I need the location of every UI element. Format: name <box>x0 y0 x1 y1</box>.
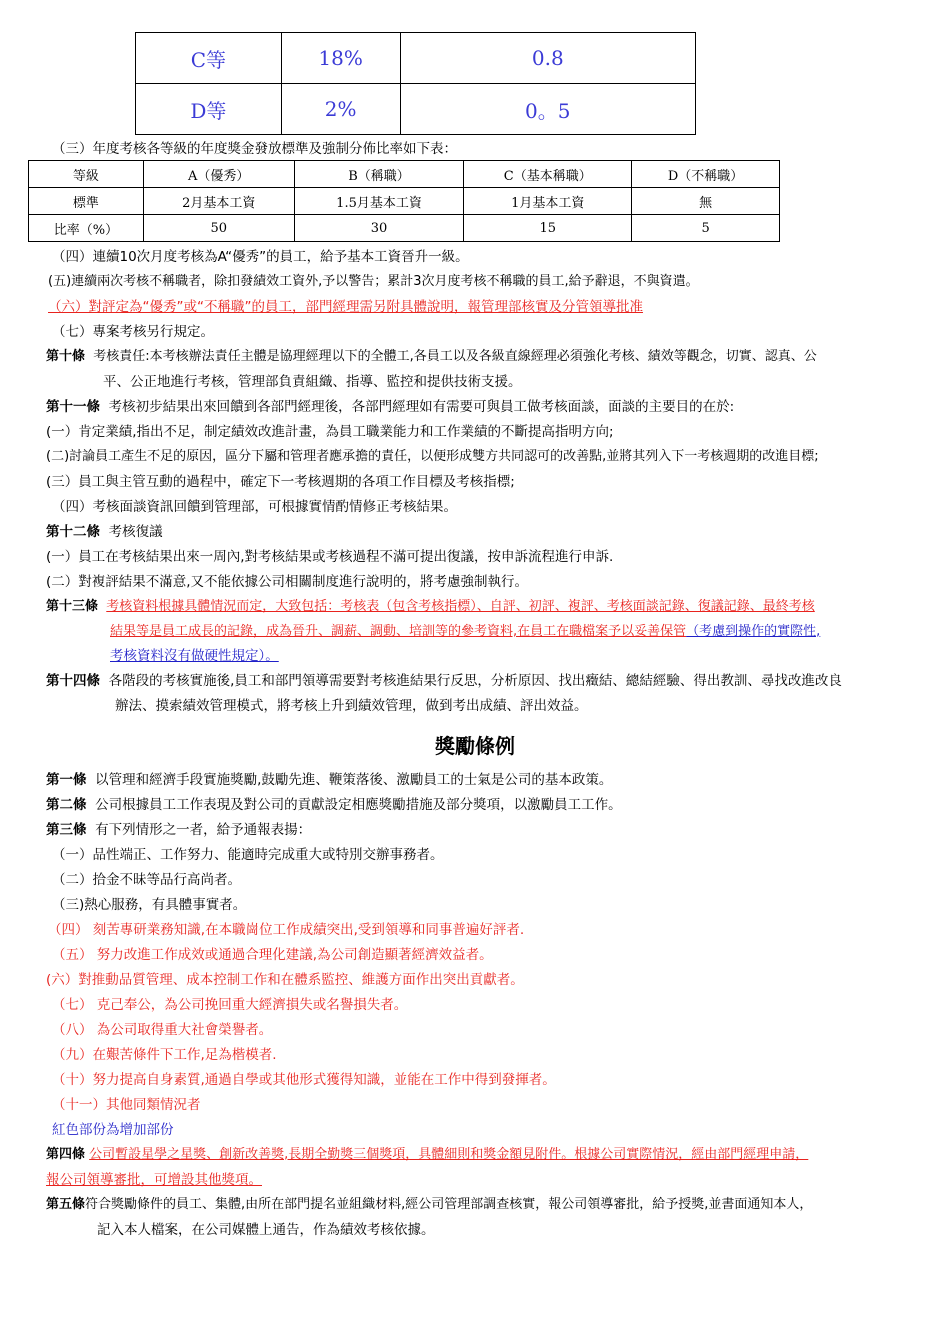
list-item-revised: （十）努力提高自身素質,通過自學或其他形式獲得知識，並能在工作中得到發揮者。 <box>52 1072 556 1088</box>
article-text: 考核責任:本考核辦法責任主體是協理經理以下的全體工,各員工以及各級直線經理必須強化考核、績效等觀念，切實、認真、公 <box>93 349 817 364</box>
paragraph-line-revised: 報公司領導審批，可增設其他獎項。 <box>46 1172 262 1188</box>
table-cell: 無 <box>632 188 780 215</box>
article-text: 有下列情形之一者，給予通報表揚： <box>95 822 312 838</box>
table-header-cell: D（不稱職） <box>632 161 780 188</box>
table-cell: 1月基本工資 <box>464 188 632 215</box>
annual-bonus-table <box>28 160 780 242</box>
list-item-revised: （八） 為公司取得重大社會榮譽者。 <box>52 1022 273 1038</box>
table-row <box>29 215 780 242</box>
article-text: 公司根據員工工作表現及對公司的貢獻設定相應獎勵措施及部分獎項，以激勵員工工作。 <box>95 797 622 813</box>
paragraph-text-revised: 結果等是員工成長的記錄，成為晉升、調薪、調動、培訓等的參考資料,在員工在職檔案予以妥善保管 <box>110 624 687 639</box>
paragraph-line: (五)連續兩次考核不稱職者，除扣發績效工資外,予以警告；累計3次月度考核不稱職的員工,給予辭退，不與資遣。 <box>48 274 699 289</box>
paragraph-line: (三）員工與主管互動的過程中，確定下一考核週期的各項工作目標及考核指標; <box>46 474 515 490</box>
article-label: 第十三條 <box>46 599 99 614</box>
paragraph-line: （三）年度考核各等級的年度獎金發放標準及強制分佈比率如下表： <box>52 141 457 157</box>
article-text: 考核初步結果出來回饋到各部門經理後，各部門經理如有需要可與員工做考核面談，面談的主要目的在於: <box>108 399 735 415</box>
table-header-cell: 等級 <box>29 161 144 188</box>
grade-distribution-table <box>135 32 696 135</box>
article-text: 考核復議 <box>108 524 163 540</box>
article-label: 第四條 <box>46 1147 86 1162</box>
reward-article-3 <box>46 821 311 839</box>
article-13 <box>46 598 815 616</box>
article-text: 符合獎勵條件的員工、集體,由所在部門提名並組織材料,經公司管理部調查核實，報公司領導審批，給予授獎,並書面通知本人， <box>85 1197 813 1212</box>
table-cell: 18% <box>281 33 400 84</box>
list-item-revised: （七） 克己奉公，為公司挽回重大經濟損失或名譽損失者。 <box>52 997 408 1013</box>
revision-note: 紅色部份為增加部份 <box>52 1122 174 1138</box>
table-cell: C等 <box>136 33 282 84</box>
list-item: （二）拾金不昧等品行高尚者。 <box>52 872 241 888</box>
table-cell: 50 <box>143 215 294 242</box>
article-14 <box>46 672 842 690</box>
table-cell: 0。5 <box>400 84 695 135</box>
article-label: 第二條 <box>46 797 87 813</box>
reward-article-5 <box>46 1196 812 1214</box>
article-text: 考核資料根據具體情況而定，大致包括：考核表（包含考核指標）、自評、初評、複評、考核面談記錄、復議記錄、最終考核 <box>106 599 815 614</box>
paragraph-line: （四）考核面談資訊回饋到管理部，可根據實情酌情修正考核結果。 <box>52 499 457 515</box>
table-cell: 2% <box>281 84 400 135</box>
table-cell: 30 <box>294 215 464 242</box>
paragraph-line: 辦法、摸索績效管理模式，將考核上升到績效管理，做到考出成績、評出效益。 <box>115 698 588 714</box>
list-item: （三)熱心服務，有具體事實者。 <box>52 897 247 913</box>
paragraph-line <box>110 623 820 641</box>
article-text: 以管理和經濟手段實施獎勵,鼓勵先進、鞭策落後、激勵員工的士氣是公司的基本政策。 <box>95 772 613 788</box>
paragraph-line: 記入本人檔案，在公司媒體上通告，作為績效考核依據。 <box>97 1222 435 1238</box>
table-header-cell: A（優秀） <box>143 161 294 188</box>
article-10 <box>46 348 817 366</box>
table-cell: 15 <box>464 215 632 242</box>
table-row <box>136 84 696 135</box>
paragraph-line: 平、公正地進行考核，管理部負責組織、指導、監控和提供技術支援。 <box>103 374 522 390</box>
table-cell: 2月基本工資 <box>143 188 294 215</box>
article-text: 公司暫設星學之星獎、創新改善獎,長期全勤獎三個獎項，具體細則和獎金額見附件。根據公司實際情況，經由部門經理申請， <box>89 1147 809 1162</box>
table-cell: 1.5月基本工資 <box>294 188 464 215</box>
reward-article-2 <box>46 796 622 814</box>
paragraph-line: (二）對複評結果不滿意,又不能依據公司相關制度進行說明的，將考慮強制執行。 <box>46 574 529 590</box>
paragraph-text-note: （考慮到操作的實際性, <box>686 624 821 639</box>
paragraph-line: （四）連續10次月度考核為A“優秀”的員工，給予基本工資晉升一級。 <box>52 249 469 265</box>
paragraph-line: (二)討論員工產生不足的原因，區分下屬和管理者應承擔的責任，以便形成雙方共同認可的改善點,並將其列入下一考核週期的改進目標; <box>46 449 819 464</box>
list-item-revised: （五） 努力改進工作成效或通過合理化建議,為公司創造顯著經濟效益者。 <box>52 947 493 963</box>
table-header-cell: B（稱職） <box>294 161 464 188</box>
table-cell: 5 <box>632 215 780 242</box>
list-item-revised: （十一）其他同類情況者 <box>52 1097 201 1113</box>
article-text: 各階段的考核實施後,員工和部門領導需要對考核進結果行反思，分析原因、找出癥結、總結經驗、得出教訓、尋找改進改良 <box>108 673 842 689</box>
paragraph-line: (一）肯定業績,指出不足，制定績效改進計畫，為員工職業能力和工作業績的不斷提高指明方向; <box>46 424 614 440</box>
list-item-revised: （四） 刻苦專研業務知識,在本職崗位工作成績突出,受到領導和同事普遍好評者. <box>48 922 525 938</box>
paragraph-line: (一）員工在考核結果出來一周內,對考核結果或考核過程不滿可提出復議，按申訴流程進行申訴. <box>46 549 614 565</box>
article-label: 第十四條 <box>46 673 100 689</box>
table-cell: 標準 <box>29 188 144 215</box>
table-header-cell: C（基本稱職） <box>464 161 632 188</box>
table-cell: 比率（%） <box>29 215 144 242</box>
article-label: 第十一條 <box>46 399 100 415</box>
reward-article-4 <box>46 1146 808 1164</box>
article-label: 第十二條 <box>46 524 100 540</box>
article-label: 第一條 <box>46 772 87 788</box>
article-label: 第五條 <box>46 1197 86 1212</box>
table-header-row <box>29 161 780 188</box>
paragraph-line-note: 考核資料沒有做硬性規定）。 <box>110 648 279 664</box>
reward-article-1 <box>46 771 612 789</box>
article-12 <box>46 523 163 541</box>
table-cell: 0.8 <box>400 33 695 84</box>
table-row <box>29 188 780 215</box>
list-item-revised: (六）對推動品質管理、成本控制工作和在體系監控、維護方面作出突出貢獻者。 <box>46 972 524 988</box>
table-cell: D等 <box>136 84 282 135</box>
table-row <box>136 33 696 84</box>
article-11 <box>46 398 734 416</box>
list-item: （一）品性端正、工作努力、能適時完成重大或特別交辦事務者。 <box>52 847 444 863</box>
section-title: 獎勵條例 <box>435 734 515 758</box>
article-label: 第三條 <box>46 822 87 838</box>
list-item-revised: （九）在艱苦條件下工作,足為楷模者. <box>52 1047 277 1063</box>
paragraph-line-revised: （六）對評定為“優秀”或“不稱職”的員工，部門經理需另附具體說明，報管理部核實及分管領導批准 <box>48 299 643 315</box>
paragraph-line: （七）專案考核另行規定。 <box>52 324 214 340</box>
article-label: 第十條 <box>46 349 86 364</box>
